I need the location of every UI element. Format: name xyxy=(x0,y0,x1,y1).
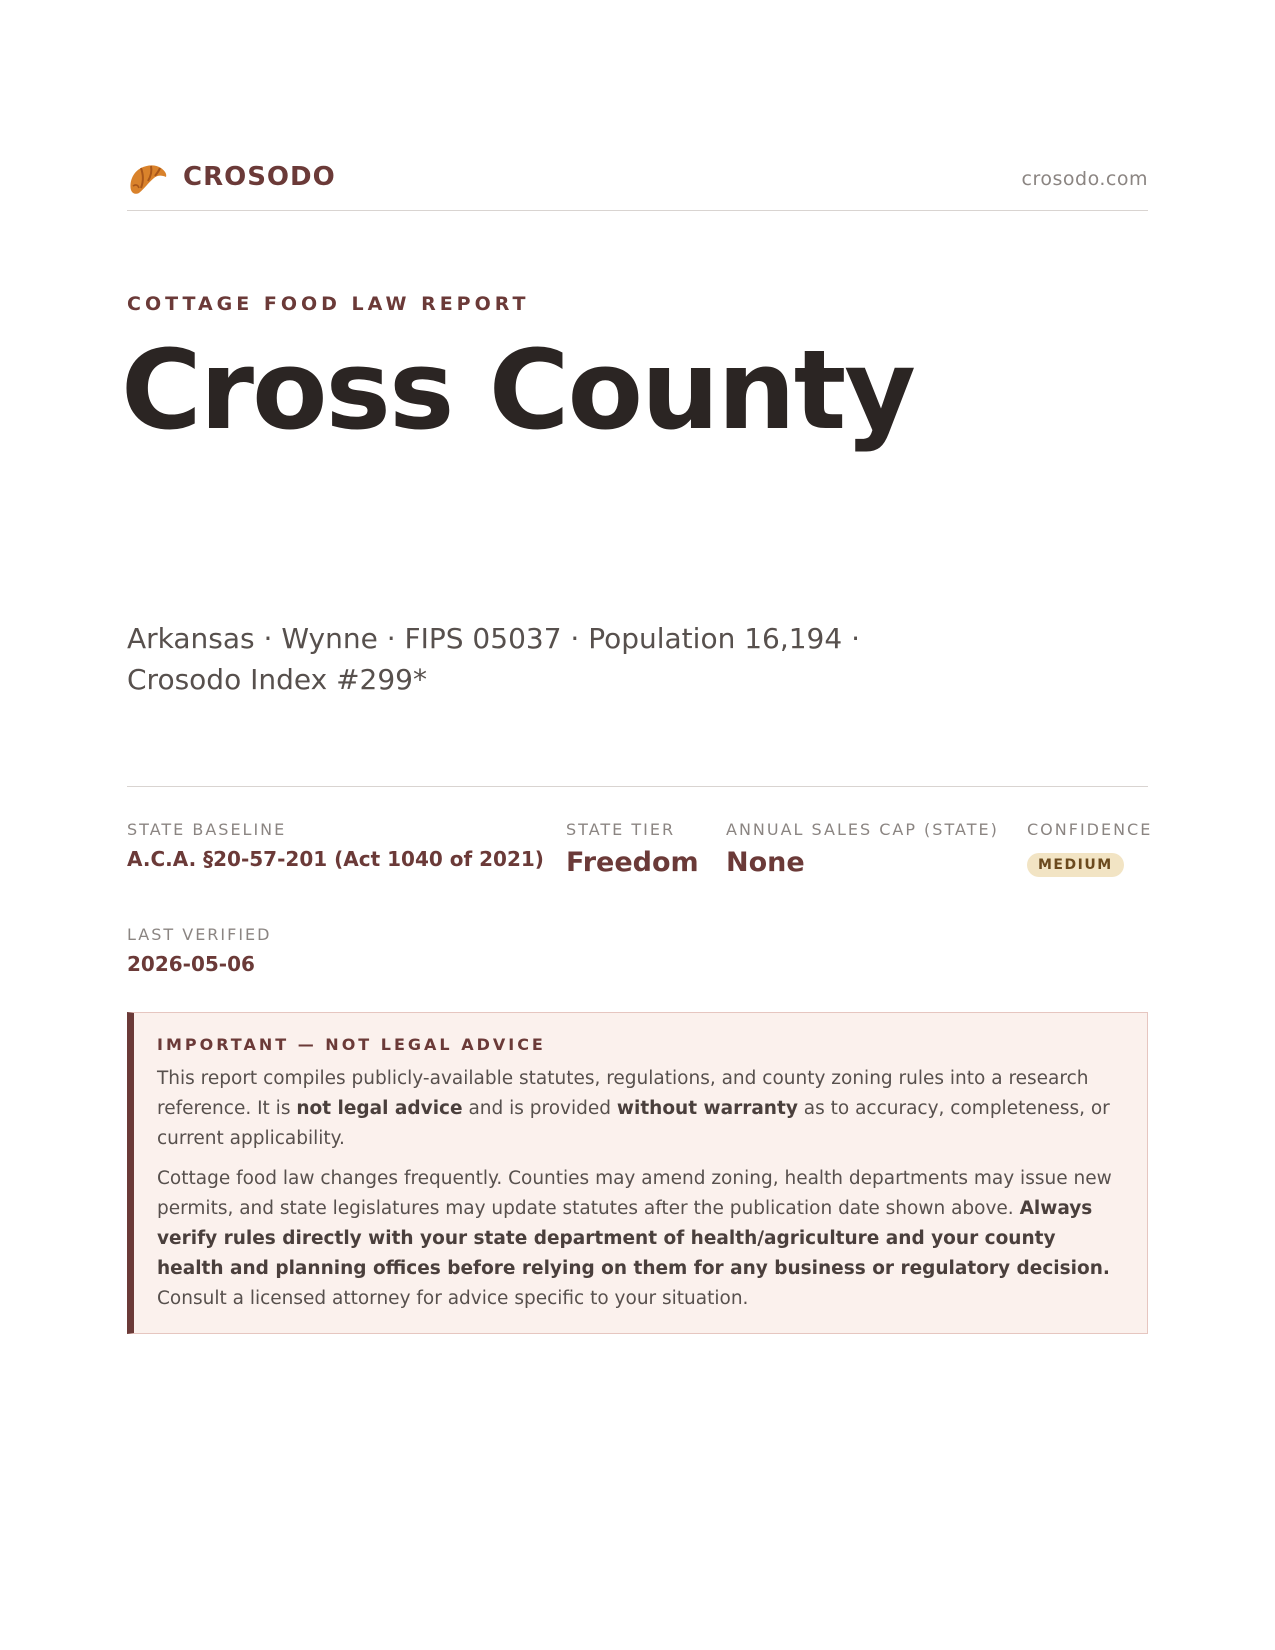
notice-text: Cottage food law changes frequently. Counties may amend zoning, health departments may issue new permits, and state legislatures may update statutes after the publication date shown above. xyxy=(157,1168,1112,1219)
brand-name: CROSODO xyxy=(183,162,336,192)
site-url[interactable]: crosodo.com xyxy=(1021,168,1148,190)
notice-text: as to accuracy, completeness, or current applicability. xyxy=(157,1098,1110,1149)
sales-cap-value: None xyxy=(726,847,805,878)
last-verified-label: LAST VERIFIED xyxy=(127,925,272,944)
brand-header xyxy=(127,158,1148,211)
page-title: Cross County xyxy=(121,326,914,454)
report-eyebrow: COTTAGE FOOD LAW REPORT xyxy=(127,293,530,315)
report-page xyxy=(121,0,1153,1650)
notice-emphasis: Always verify rules directly with your state department of health/agriculture and your county health and planning offices before relying on them for any business or regulatory decision. xyxy=(157,1198,1110,1279)
state-tier-label: STATE TIER xyxy=(566,820,676,839)
county-subtitle: Arkansas · Wynne · FIPS 05037 · Population 16,194 · Crosodo Index #299* xyxy=(127,622,860,696)
notice-title: IMPORTANT — NOT LEGAL ADVICE xyxy=(157,1035,546,1054)
sales-cap-label: ANNUAL SALES CAP (STATE) xyxy=(726,820,999,839)
state-baseline-label: STATE BASELINE xyxy=(127,820,287,839)
last-verified-value: 2026-05-06 xyxy=(127,952,255,976)
notice-emphasis: not legal advice xyxy=(296,1098,463,1119)
notice-text: and is provided xyxy=(462,1098,617,1119)
notice-paragraph-1 xyxy=(157,1064,1123,1154)
legal-notice xyxy=(127,1012,1148,1334)
state-baseline-value: A.C.A. §20-57-201 (Act 1040 of 2021) xyxy=(127,847,544,871)
notice-text: This report compiles publicly-available statutes, regulations, and county zoning rules into a research reference. It is xyxy=(157,1068,1089,1119)
state-tier-value: Freedom xyxy=(566,847,699,878)
confidence-label: CONFIDENCE xyxy=(1027,820,1153,839)
divider xyxy=(127,786,1148,787)
notice-text: Consult a licensed attorney for advice specific to your situation. xyxy=(157,1288,749,1309)
notice-paragraph-2 xyxy=(157,1164,1123,1314)
confidence-badge: MEDIUM xyxy=(1027,853,1124,877)
notice-emphasis: without warranty xyxy=(616,1098,798,1119)
croissant-icon xyxy=(127,160,169,198)
